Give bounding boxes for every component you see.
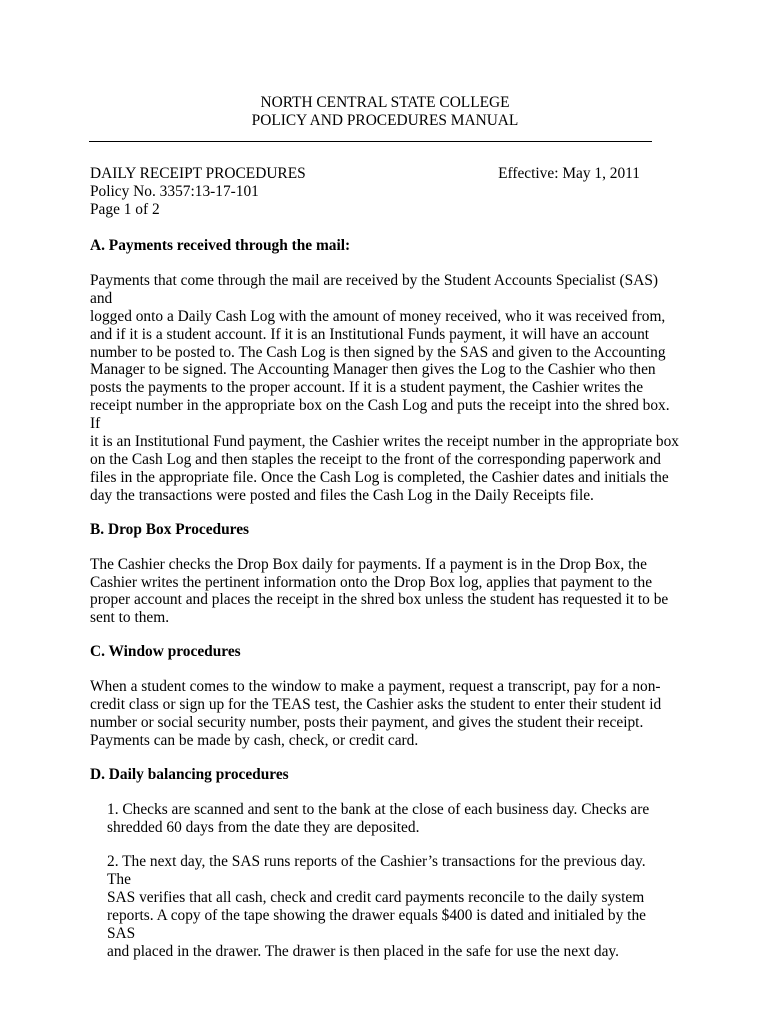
section-a-heading: A. Payments received through the mail:: [90, 237, 351, 254]
section-a-line: Manager to be signed. The Accounting Manager then gives the Log to the Cashier who then: [90, 361, 656, 379]
section-a-line: day the transactions were posted and files the Cash Log in the Daily Receipts file.: [90, 486, 594, 504]
section-a: [90, 237, 680, 505]
section-c-heading: C. Window procedures: [90, 643, 241, 661]
section-a-line: receipt number in the appropriate box on the Cash Log and puts the receipt into the shred box. If: [90, 397, 670, 433]
section-a-line: posts the payments to the proper account. If it is a student payment, the Cashier writes the: [90, 379, 644, 397]
document-body: [90, 237, 680, 978]
section-d: [90, 766, 680, 961]
section-b-line: sent to them.: [90, 609, 170, 627]
step-line: 1. Checks are scanned and sent to the bank at the close of each business day. Checks are: [107, 800, 650, 818]
list-item: [107, 853, 673, 960]
header-divider: [89, 141, 652, 142]
section-c-line: Payments can be made by cash, check, or credit card.: [90, 731, 419, 749]
step-line: and placed in the drawer. The drawer is then placed in the safe for use the next day.: [107, 943, 619, 960]
section-c-line: When a student comes to the window to make a payment, request a transcript, pay for a non-: [90, 678, 661, 696]
section-a-line: number to be posted to. The Cash Log is then signed by the SAS and given to the Accounting: [90, 343, 666, 361]
list-item: [107, 801, 673, 837]
section-a-line: it is an Institutional Fund payment, the Cashier writes the receipt number in the appropriate box: [90, 433, 679, 451]
step-line: 2. The next day, the SAS runs reports of the Cashier’s transactions for the previous day. The: [107, 853, 646, 889]
section-a-line: Payments that come through the mail are received by the Student Accounts Specialist (SAS) and: [90, 271, 659, 307]
section-c-line: credit class or sign up for the TEAS test, the Cashier asks the student to enter their student id: [90, 696, 662, 714]
section-b-line: proper account and places the receipt in the shred box unless the student has requested it to be: [90, 591, 669, 609]
policy-number: Policy No. 3357:13-17-101: [90, 182, 259, 200]
document-header: [0, 94, 770, 130]
section-b-heading: B. Drop Box Procedures: [90, 520, 250, 538]
section-d-heading: D. Daily balancing procedures: [90, 765, 289, 783]
effective-date: Effective: May 1, 2011: [498, 165, 640, 182]
section-b-line: The Cashier checks the Drop Box daily for payments. If a payment is in the Drop Box, the: [90, 555, 647, 573]
step-line: shredded 60 days from the date they are deposited.: [107, 818, 420, 836]
section-c-line: number or social security number, posts their payment, and gives the student their receipt.: [90, 713, 644, 731]
page-number: Page 1 of 2: [90, 200, 160, 218]
college-name: NORTH CENTRAL STATE COLLEGE: [260, 94, 510, 111]
balancing-steps-list: [90, 801, 673, 961]
section-a-line: logged onto a Daily Cash Log with the amount of money received, who it was received from,: [90, 307, 666, 325]
section-b-line: Cashier writes the pertinent information onto the Drop Box log, applies that payment to the: [90, 573, 653, 591]
section-a-line: and if it is a student account. If it is an Institutional Funds payment, it will have an account: [90, 325, 650, 343]
section-a-line: files in the appropriate file. Once the Cash Log is completed, the Cashier dates and initials the: [90, 468, 669, 486]
section-c: [90, 643, 680, 750]
section-b: [90, 521, 680, 628]
document-meta: [90, 165, 650, 219]
manual-title: POLICY AND PROCEDURES MANUAL: [251, 112, 519, 129]
step-line: reports. A copy of the tape showing the drawer equals $400 is dated and initialed by the SAS: [107, 907, 646, 943]
section-a-line: on the Cash Log and then staples the receipt to the front of the corresponding paperwork and: [90, 450, 661, 468]
procedure-title: DAILY RECEIPT PROCEDURES: [90, 165, 306, 182]
step-line: SAS verifies that all cash, check and credit card payments reconcile to the daily system: [107, 889, 645, 907]
